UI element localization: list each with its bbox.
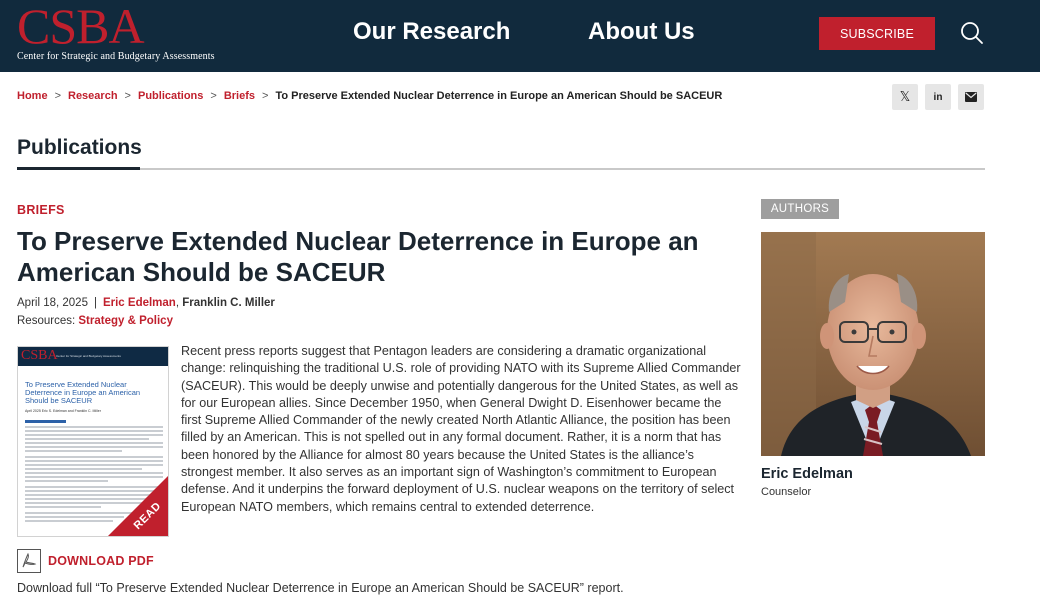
authors-label: AUTHORS xyxy=(761,199,839,219)
logo-wordmark[interactable]: CSBA xyxy=(17,0,144,54)
article-meta xyxy=(17,297,275,309)
share-email-button[interactable] xyxy=(958,84,984,110)
share-linkedin-button[interactable] xyxy=(925,84,951,110)
author-photo[interactable] xyxy=(761,232,985,456)
read-ribbon[interactable] xyxy=(108,476,168,536)
breadcrumb-separator: > xyxy=(124,90,131,102)
author-role: Counselor xyxy=(761,486,812,498)
read-label: READ xyxy=(131,500,164,532)
section-divider-accent xyxy=(17,167,140,170)
author-link-eric-edelman[interactable]: Eric Edelman xyxy=(102,297,176,309)
cover-header xyxy=(18,347,168,366)
cover-meta: April 2025 Eric S. Edelman and Franklin C. Miller xyxy=(25,409,101,413)
meta-separator: | xyxy=(93,297,97,309)
linkedin-icon: in xyxy=(933,91,943,103)
breadcrumb-publications[interactable]: Publications xyxy=(137,90,204,102)
nav-our-research[interactable]: Our Research xyxy=(353,18,511,45)
breadcrumb-research[interactable]: Research xyxy=(68,90,118,102)
site-header xyxy=(0,0,1040,72)
breadcrumb xyxy=(17,90,722,102)
author-franklin-miller: Franklin C. Miller xyxy=(182,297,275,309)
download-full-text: Download full “To Preserve Extended Nuclear Deterrence in Europe an American Should be SACEUR” report. xyxy=(17,581,624,595)
breadcrumb-home[interactable]: Home xyxy=(17,90,48,102)
site-logo[interactable] xyxy=(17,2,215,62)
report-cover-thumbnail[interactable] xyxy=(17,346,169,537)
resources-label: Resources: xyxy=(17,315,76,327)
breadcrumb-separator: > xyxy=(54,90,61,102)
subscribe-button[interactable]: SUBSCRIBE xyxy=(819,17,935,50)
download-pdf-link[interactable]: DOWNLOAD PDF xyxy=(48,554,154,568)
breadcrumb-briefs[interactable]: Briefs xyxy=(223,90,256,102)
breadcrumb-separator: > xyxy=(210,90,217,102)
cover-title: To Preserve Extended Nuclear Deterrence in Europe an American Should be SACEUR xyxy=(25,380,141,405)
breadcrumb-current: To Preserve Extended Nuclear Deterrence in Europe an American Should be SACEUR xyxy=(275,90,723,102)
breadcrumb-separator: > xyxy=(262,90,269,102)
author-separator: , xyxy=(175,297,180,309)
resources-link-strategy-policy[interactable]: Strategy & Policy xyxy=(78,315,173,327)
share-x-button[interactable] xyxy=(892,84,918,110)
author-name[interactable]: Eric Edelman xyxy=(761,466,853,482)
article-body: Recent press reports suggest that Pentagon leaders are considering a dramatic organizational change: relinquishing the traditional U.S. role of providing NATO with its Supreme Allied Commander (SACEUR). This would be deeply unwise and potentially dangerous for the United States, as well as for our European allies. Since December 1950, when General Dwight D. Eisenhower became the first Supreme Allied Commander of the newly created North Atlantic Alliance, the position has been filled by an American. This is not spelled out in any formal document. Rather, it is a norm that has been honored by the Alliance for almost 80 years because the United States is the alliance’s strongest member. It also serves as an important sign of Washington’s commitment to European defense. And it underpins the forward deployment of U.S. nuclear weapons on the territory of select European NATO members, which remains central to extended deterrence. xyxy=(181,344,741,514)
nav-about-us[interactable]: About Us xyxy=(588,18,695,45)
article-resources xyxy=(17,315,173,327)
section-divider xyxy=(17,168,985,170)
cover-logo: CSBA xyxy=(21,348,58,363)
email-icon xyxy=(965,92,977,102)
logo-subtitle: Center for Strategic and Budgetary Assessments xyxy=(17,51,215,62)
page-title: Publications xyxy=(17,136,142,159)
cover-logo-subtitle: Center for Strategic and Budgetary Assessments xyxy=(56,354,121,358)
search-icon[interactable] xyxy=(959,20,985,46)
pdf-icon[interactable] xyxy=(17,549,41,573)
x-icon: 𝕏 xyxy=(899,89,911,104)
article-date: April 18, 2025 xyxy=(17,297,88,309)
article-title: To Preserve Extended Nuclear Deterrence in Europe an American Should be SACEUR xyxy=(17,226,699,287)
article-category[interactable]: BRIEFS xyxy=(17,203,65,217)
